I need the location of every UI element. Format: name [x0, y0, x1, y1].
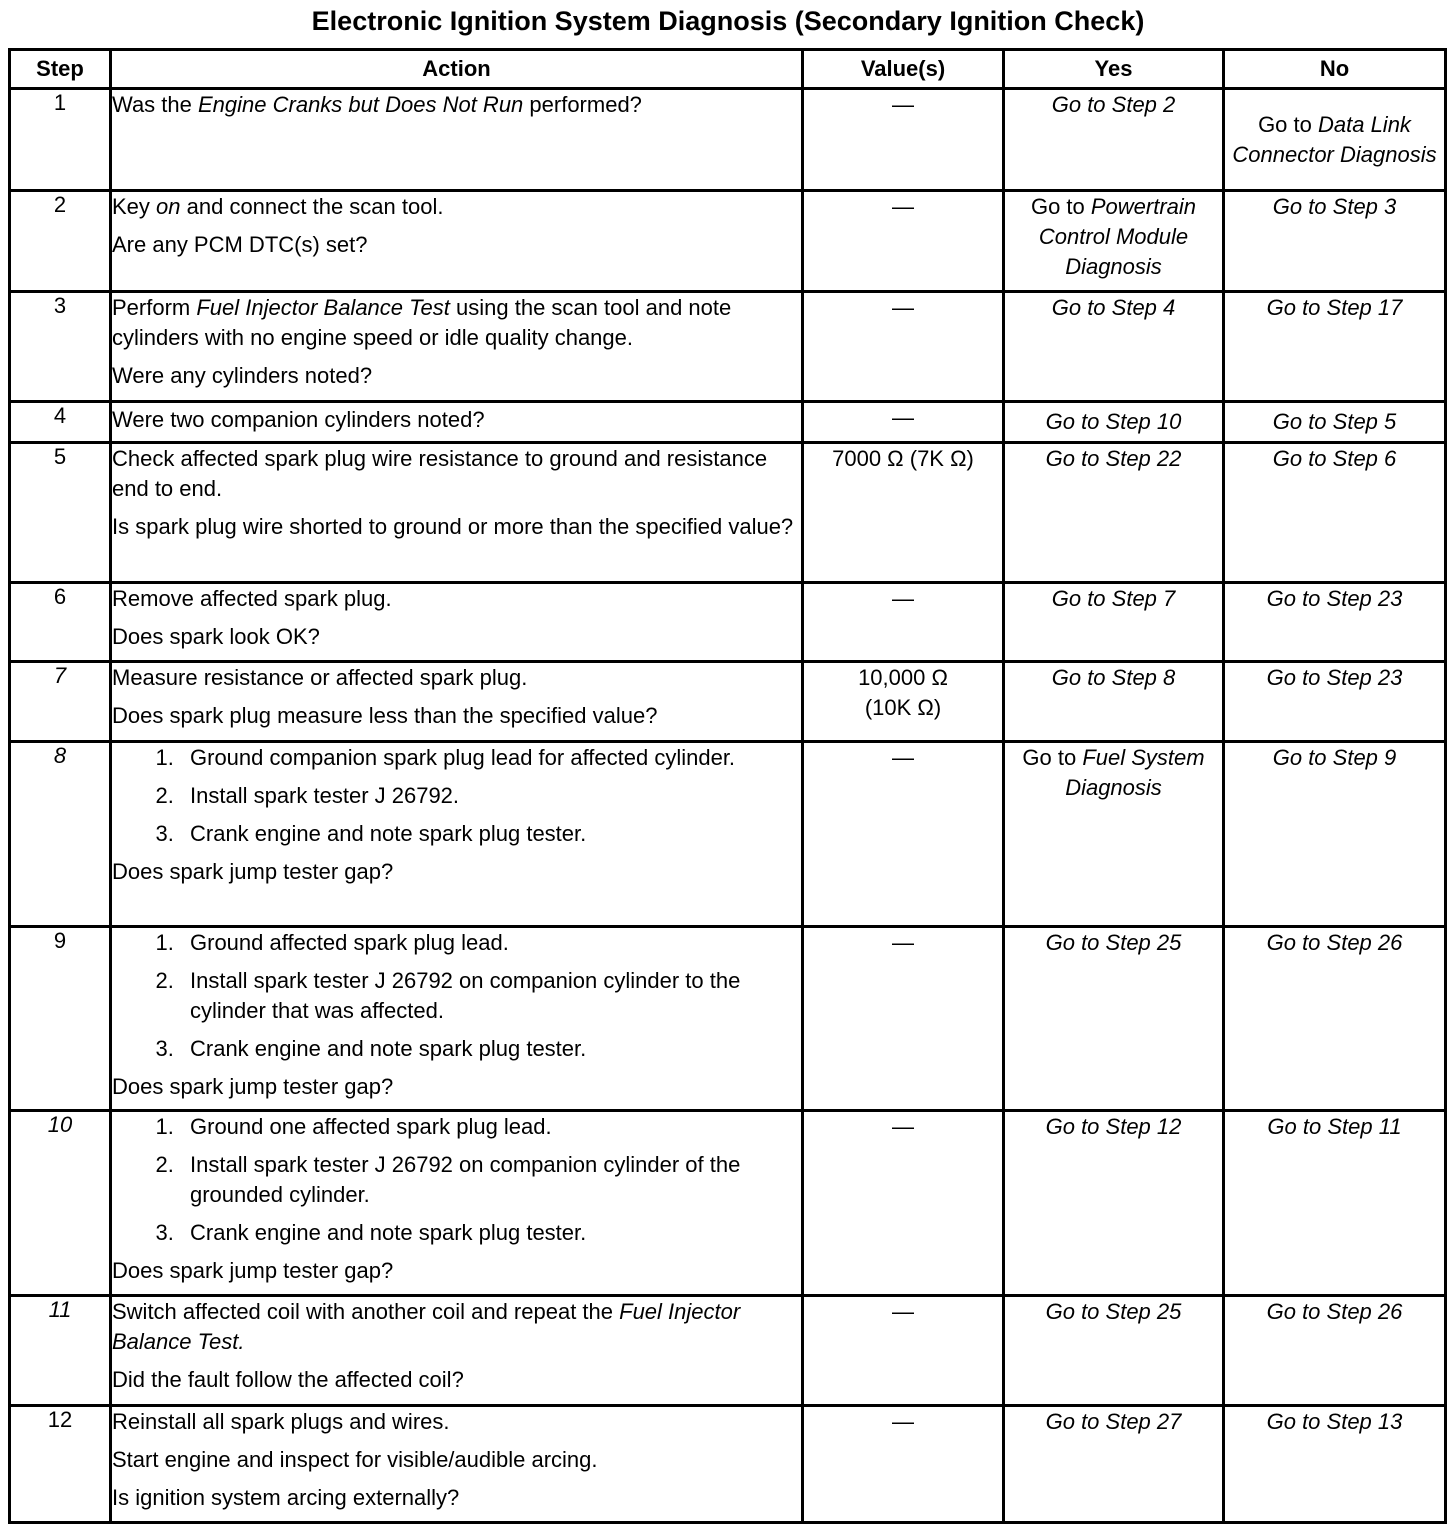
table-row [10, 1406, 1446, 1523]
no-cell: Go to Step 6 [1224, 443, 1446, 583]
value-cell: — [803, 292, 1004, 402]
table-row [10, 1296, 1446, 1406]
no-cell: Go to Step 17 [1224, 292, 1446, 402]
no-cell: Go to Step 5 [1224, 402, 1446, 443]
yes-cell: Go to Step 27 [1004, 1406, 1224, 1523]
value-cell: — [803, 1296, 1004, 1406]
step-number: 1 [10, 89, 111, 191]
page-title: Electronic Ignition System Diagnosis (Secondary Ignition Check) [311, 6, 1145, 36]
table-row [10, 89, 1446, 191]
action-text: Start engine and inspect for visible/audible arcing. [112, 1447, 598, 1472]
action-step: 1. Ground affected spark plug lead. [180, 928, 801, 958]
action-question: Does spark look OK? [112, 624, 320, 649]
step-number: 7 [10, 662, 111, 742]
action-text: Remove affected spark plug. [112, 586, 392, 611]
table-row [10, 292, 1446, 402]
yes-cell: Go to Fuel System Diagnosis [1004, 742, 1224, 927]
action-question: Were two companion cylinders noted? [112, 407, 485, 432]
action-text: Check affected spark plug wire resistance to ground and resistance end to end. [112, 446, 768, 501]
action-cell [111, 292, 803, 402]
table-row [10, 191, 1446, 292]
action-step: 2. Install spark tester J 26792 on companion cylinder of the grounded cylinder. [180, 1150, 801, 1210]
value-cell: — [803, 927, 1004, 1111]
value-cell: — [803, 191, 1004, 292]
action-cell [111, 742, 803, 927]
action-cell [111, 662, 803, 742]
value-cell: 7000 Ω (7K Ω) [803, 443, 1004, 583]
table-row [10, 927, 1446, 1111]
action-text: Measure resistance or affected spark plug. [112, 665, 528, 690]
yes-cell: Go to Step 7 [1004, 583, 1224, 662]
step-number: 3 [10, 292, 111, 402]
step-number: 8 [10, 742, 111, 927]
yes-cell: Go to Step 4 [1004, 292, 1224, 402]
col-header-no: No [1224, 50, 1446, 89]
action-cell [111, 443, 803, 583]
action-cell [111, 191, 803, 292]
step-number: 4 [10, 402, 111, 443]
action-cell [111, 1406, 803, 1523]
no-cell: Go to Data Link Connector Diagnosis [1224, 89, 1446, 191]
action-step: 1. Ground companion spark plug lead for affected cylinder. [180, 743, 801, 773]
action-step: 2. Install spark tester J 26792. [180, 781, 801, 811]
value-cell: — [803, 583, 1004, 662]
no-cell: Go to Step 9 [1224, 742, 1446, 927]
action-question: Were any cylinders noted? [112, 363, 373, 388]
action-cell [111, 1111, 803, 1296]
action-steps [112, 1112, 801, 1248]
no-cell: Go to Step 26 [1224, 927, 1446, 1111]
step-number: 10 [10, 1111, 111, 1296]
action-step: 3. Crank engine and note spark plug tester. [180, 1218, 801, 1248]
value-line: (10K Ω) [864, 695, 942, 720]
step-number: 11 [10, 1296, 111, 1406]
step-number: 5 [10, 443, 111, 583]
action-cell [111, 89, 803, 191]
action-question: Does spark plug measure less than the specified value? [112, 703, 658, 728]
table-row [10, 742, 1446, 927]
step-number: 12 [10, 1406, 111, 1523]
action-question: Did the fault follow the affected coil? [112, 1367, 464, 1392]
yes-cell: Go to Step 8 [1004, 662, 1224, 742]
yes-cell: Go to Step 2 [1004, 89, 1224, 191]
value-cell: — [803, 1406, 1004, 1523]
diagnosis-table [8, 48, 1447, 1524]
action-question: Is ignition system arcing externally? [112, 1485, 460, 1510]
no-cell: Go to Step 3 [1224, 191, 1446, 292]
value-cell: — [803, 402, 1004, 443]
step-number: 9 [10, 927, 111, 1111]
step-number: 6 [10, 583, 111, 662]
yes-cell: Go to Step 25 [1004, 927, 1224, 1111]
action-step: 1. Ground one affected spark plug lead. [180, 1112, 801, 1142]
action-cell [111, 1296, 803, 1406]
table-row [10, 402, 1446, 443]
value-cell: — [803, 89, 1004, 191]
yes-cell: Go to Step 22 [1004, 443, 1224, 583]
action-question: Does spark jump tester gap? [112, 1258, 394, 1283]
step-number: 2 [10, 191, 111, 292]
col-header-values: Value(s) [803, 50, 1004, 89]
action-step: 3. Crank engine and note spark plug tester. [180, 819, 801, 849]
action-text: Reinstall all spark plugs and wires. [112, 1409, 450, 1434]
col-header-step: Step [10, 50, 111, 89]
action-step: 3. Crank engine and note spark plug tester. [180, 1034, 801, 1064]
value-line: 10,000 Ω [858, 665, 948, 690]
yes-cell: Go to Step 10 [1004, 402, 1224, 443]
action-text: Key on and connect the scan tool. [112, 194, 444, 219]
yes-cell: Go to Step 12 [1004, 1111, 1224, 1296]
action-cell [111, 402, 803, 443]
table-row [10, 443, 1446, 583]
table-row [10, 662, 1446, 742]
yes-cell: Go to Powertrain Control Module Diagnosis [1004, 191, 1224, 292]
no-cell: Go to Step 11 [1224, 1111, 1446, 1296]
action-question: Is spark plug wire shorted to ground or more than the specified value? [112, 514, 794, 539]
no-cell: Go to Step 13 [1224, 1406, 1446, 1523]
value-cell: — [803, 742, 1004, 927]
header-row [10, 50, 1446, 89]
yes-cell: Go to Step 25 [1004, 1296, 1224, 1406]
value-cell: — [803, 1111, 1004, 1296]
col-header-yes: Yes [1004, 50, 1224, 89]
action-text: Perform Fuel Injector Balance Test using the scan tool and note cylinders with no engine speed or idle quality change. [112, 295, 732, 350]
action-step: 2. Install spark tester J 26792 on companion cylinder to the cylinder that was affected. [180, 966, 801, 1026]
action-question: Does spark jump tester gap? [112, 859, 394, 884]
no-cell: Go to Step 23 [1224, 662, 1446, 742]
no-cell: Go to Step 23 [1224, 583, 1446, 662]
action-cell [111, 927, 803, 1111]
table-row [10, 1111, 1446, 1296]
value-cell [803, 662, 1004, 742]
col-header-action: Action [111, 50, 803, 89]
action-text: Was the Engine Cranks but Does Not Run performed? [112, 92, 642, 117]
action-steps [112, 928, 801, 1064]
table-row [10, 583, 1446, 662]
action-text: Switch affected coil with another coil and repeat the Fuel Injector Balance Test. [112, 1299, 741, 1354]
action-question: Does spark jump tester gap? [112, 1074, 394, 1099]
no-cell: Go to Step 26 [1224, 1296, 1446, 1406]
action-cell [111, 583, 803, 662]
action-steps [112, 743, 801, 849]
action-question: Are any PCM DTC(s) set? [112, 232, 368, 257]
